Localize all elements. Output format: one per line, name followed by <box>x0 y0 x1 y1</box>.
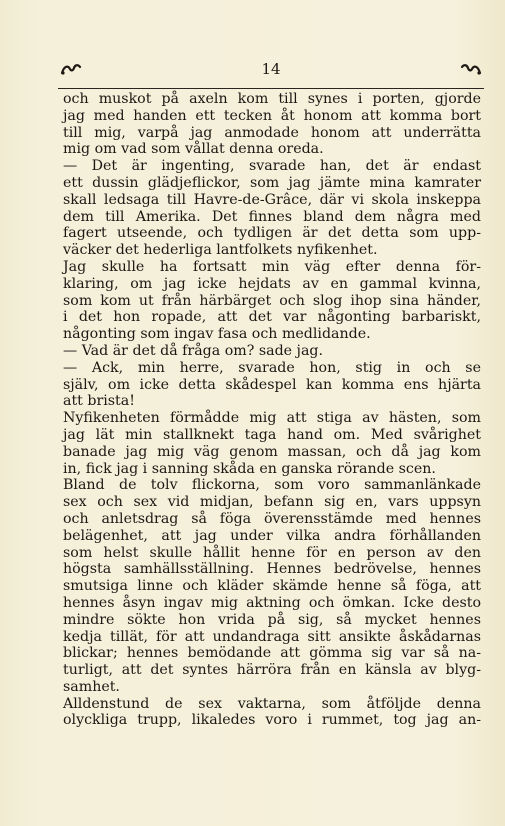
text-line: och anletsdrag så föga överensstämde med hennes <box>63 510 481 527</box>
text-line: turligt, att det syntes härröra från en känsla av blyg- <box>63 662 481 679</box>
text-line: kedja tillät, för att undandraga sitt ansikte åskådarnas <box>63 628 481 645</box>
text-line: blickar; hennes bemödande att gömma sig var så na- <box>63 645 481 662</box>
ornament-icon <box>460 62 482 76</box>
text-line: in, fick jag i sanning skåda en ganska rörande scen. <box>63 460 436 477</box>
text-line: någonting som ingav fasa och medlidande. <box>63 326 371 343</box>
text-line: som kom ut från härbärget och slog ihop sina händer, <box>63 292 481 309</box>
text-line: fagert utseende, och tydligen är det detta som upp- <box>63 225 481 242</box>
text-line: — Ack, min herre, svarade hon, stig in och se <box>63 359 481 376</box>
text-line: att brista! <box>63 393 135 410</box>
text-line: mig om vad som vållat denna oreda. <box>63 141 324 158</box>
text-line: själv, om icke detta skådespel kan komma ens hjärta <box>63 376 481 393</box>
text-line: sex och sex vid midjan, befann sig en, vars uppsyn <box>63 494 481 511</box>
text-line: till mig, varpå jag anmodade honom att underrätta <box>63 124 481 141</box>
text-line: olyckliga trupp, likaledes voro i rummet, tog jag an- <box>63 712 481 729</box>
text-line: belägenhet, att jag under vilka andra förhållanden <box>63 527 481 544</box>
text-line: Alldenstund de sex vaktarna, som åtföljde denna <box>63 695 481 712</box>
text-line: jag med handen ett tecken åt honom att komma bort <box>63 107 481 124</box>
text-line: Jag skulle ha fortsatt min väg efter denna för- <box>63 258 481 275</box>
text-line: ett dussin glädjeflickor, som jag jämte mina kamrater <box>63 174 481 191</box>
text-line: klaring, om jag icke hejdats av en gammal kvinna, <box>63 275 481 292</box>
text-line: dem till Amerika. Det finnes bland dem några med <box>63 208 481 225</box>
text-line: som helst skulle hållit henne för en person av den <box>63 544 481 561</box>
text-line: hennes åsyn ingav mig aktning och ömkan. Icke desto <box>63 594 481 611</box>
text-line: i det hon ropade, att det var någonting barbariskt, <box>63 309 481 326</box>
text-line: smutsiga linne och kläder skämde henne så föga, att <box>63 578 481 595</box>
text-line: samhet. <box>63 678 120 695</box>
text-line: — Vad är det då fråga om? sade jag. <box>63 342 324 359</box>
text-line: jag lät min stallknekt taga hand om. Med svårighet <box>63 426 481 443</box>
page-number: 14 <box>261 60 281 78</box>
text-line: och muskot på axeln kom till synes i porten, gjorde <box>63 91 481 107</box>
text-line: skall ledsaga till Havre-de-Grâce, där vi skola inskeppa <box>63 191 481 208</box>
text-line: banade jag mig väg genom massan, och då jag kom <box>63 443 481 460</box>
text-line: väcker det hederliga lantfolkets nyfikenhet. <box>63 242 378 259</box>
page-header <box>58 58 484 89</box>
text-line: Bland de tolv flickorna, som voro sammanlänkade <box>63 477 481 494</box>
body-text <box>63 91 481 729</box>
text-line: Nyfikenheten förmådde mig att stiga av hästen, som <box>63 410 481 427</box>
text-line: mindre sökte hon vrida på sig, så mycket hennes <box>63 611 481 628</box>
text-line: — Det är ingenting, svarade han, det är endast <box>63 158 481 175</box>
text-line: högsta samhällsställning. Hennes bedrövelse, hennes <box>63 561 481 578</box>
